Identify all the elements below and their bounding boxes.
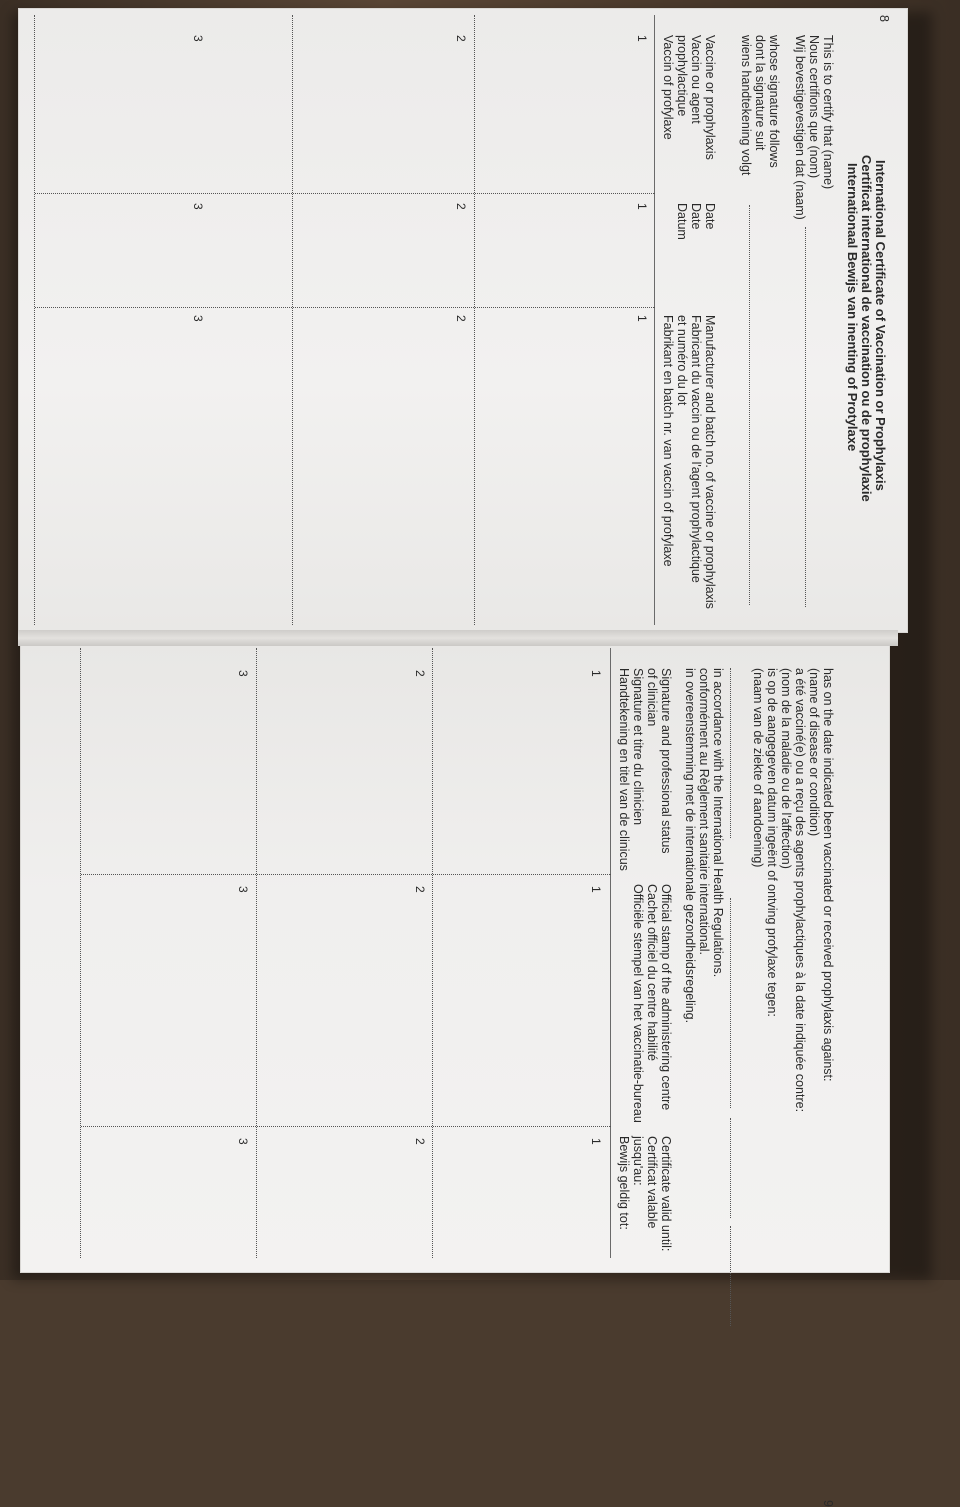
row-2-number-date: 2 [454,203,468,210]
row-divider-3 [34,15,35,625]
row-2-number-valid: 2 [413,1138,427,1145]
row-3-number-signature: 3 [236,670,250,677]
name-line[interactable] [805,227,806,607]
row-divider-3 [80,648,81,1258]
row-2-number-manufacturer: 2 [454,315,468,322]
row-3-number-date: 3 [191,203,205,210]
column-divider-2 [81,1126,611,1127]
row-1-number-stamp: 1 [589,886,603,893]
manufacturer-cell-1[interactable] [503,320,593,610]
signature-en: whose signature follows [767,35,781,168]
page-number: 8 [877,15,891,22]
row-1-number-date: 1 [635,203,649,210]
stamp-cell-1[interactable] [453,888,553,1108]
row-3-number-valid: 3 [236,1138,250,1145]
certificate-page-9 [23,648,893,1507]
certify-block [793,35,835,220]
signature-line[interactable] [749,205,750,605]
certify-nl: Wij bevestigevestigen dat (naam) [793,35,807,220]
table-top-rule [610,648,611,1258]
row-divider-2 [256,648,257,1258]
certify-en: This is to certify that (name) [821,35,835,190]
row-1-number-valid: 1 [589,1138,603,1145]
page-number: 9 [821,1500,835,1507]
row-3-number-stamp: 3 [236,886,250,893]
column-divider-2 [35,307,655,308]
vaccine-cell-1[interactable] [503,45,593,175]
column-signature-header: Signature and professional status of clinician Signature et titre du clinicien Handtekening en titel van de clinicus [617,668,673,871]
disease-fr: (nom de la maladie ou de l'affection) [779,668,793,869]
date-cell-1[interactable] [503,205,593,300]
row-1-number-vaccine: 1 [635,35,649,42]
column-divider-1 [81,874,611,875]
accordance-fr: conformément au Règlement sanitaire international. [697,668,711,955]
title-fr: Certificat international de vaccination ou de prophylaxie [859,155,874,502]
row-divider-2 [292,15,293,625]
column-vaccine-header: Vaccine or prophylaxis Vaccin ou agent prophylactique Vaccin of profylaxe [661,35,717,160]
row-divider-1 [474,15,475,625]
row-2-number-stamp: 2 [413,886,427,893]
valid-until-cell-1[interactable] [453,1138,553,1248]
signature-cell-1[interactable] [453,678,553,858]
row-2-number-signature: 2 [413,670,427,677]
title-en: International Certificate of Vaccination or Prophylaxis [873,160,888,491]
column-divider-1 [35,193,655,194]
column-manufacturer-header: Manufacturer and batch no. of vaccine or prophylaxis Fabricant du vaccin ou de l'agent prophylactique et numéro du lot Fabrikant en batch nr. van vaccin of profylaxe [661,315,717,609]
row-2-number-vaccine: 2 [454,35,468,42]
signature-block [739,35,781,175]
disease-nl: (naam van de ziekte of aandoening) [751,668,765,868]
column-stamp-header: Official stamp of the administering centre Cachet officiel du centre habilité Officiële stempel van het vaccinatie-bureau [631,884,673,1123]
disease-en: (name of disease or condition) [807,668,821,837]
title-nl: Internationaal Bewijs van inenting of Protylaxe [845,163,860,452]
accordance-block [683,668,725,1023]
row-1-number-manufacturer: 1 [635,315,649,322]
row-3-number-manufacturer: 3 [191,315,205,322]
signature-nl: wiens handtekening volgt [739,35,753,176]
accordance-nl: in overeenstemming met de internationale gezondheidsregeling. [683,668,697,1024]
disease-line-3[interactable] [730,1118,731,1218]
disease-line-2[interactable] [730,898,731,1108]
signature-fr: dont la signature suit [753,35,767,151]
vaccinated-en: has on the date indicated been vaccinated or received prophylaxis against: [821,668,835,1082]
row-3-number-vaccine: 3 [191,35,205,42]
column-date-header: Date Date Datum [675,203,717,240]
disease-line-1[interactable] [730,668,731,838]
row-divider-1 [432,648,433,1258]
vaccinated-block [751,668,835,1112]
disease-line-4[interactable] [730,1226,731,1326]
table-top-rule [654,15,655,625]
row-1-number-signature: 1 [589,670,603,677]
accordance-en: in accordance with the International Health Regulations. [711,668,725,978]
vaccinated-fr: a été vacciné(e) ou a reçu des agents prophylactiques à la date indiquée contre: [793,668,807,1113]
certificate-page-8 [23,15,893,625]
booklet-spine [18,630,898,646]
certify-fr: Nous certifions que (nom) [807,35,821,179]
column-valid-header: Certificate valid until: Certificat valable jusqu'au: Bewijs geldig tot: [617,1136,673,1252]
vaccinated-nl: is op de aangegeven datum ingeënt of ontving profylaxe tegen: [765,668,779,1017]
